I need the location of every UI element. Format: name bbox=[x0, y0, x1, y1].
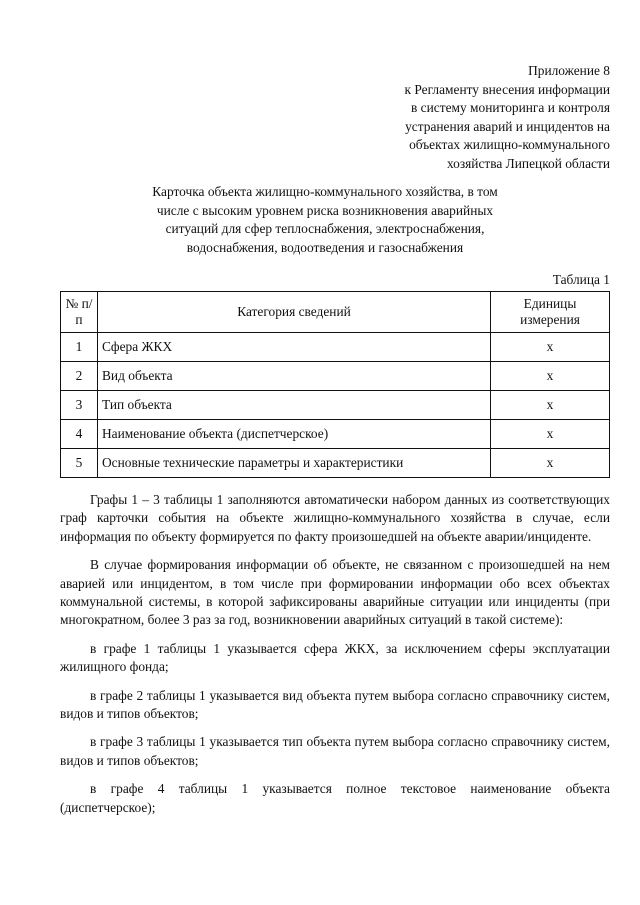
appendix-line: в систему мониторинга и контроля bbox=[411, 100, 610, 116]
paragraph: Графы 1 – 3 таблицы 1 заполняются автоматически набором данных из соответствующих граф карточки события на объекте жилищно-коммунального хозяйства в случае, если информация по объекту формируется по факту произошедшей на объекте аварии/инциденте. bbox=[60, 492, 610, 544]
table-caption: Таблица 1 bbox=[552, 272, 610, 287]
title-line: числе с высоким уровнем риска возникновения аварийных bbox=[156, 202, 494, 218]
paragraph: в графе 2 таблицы 1 указывается вид объекта путем выбора согласно справочнику систем, видов и типов объектов; bbox=[60, 687, 610, 722]
row-num: 3 bbox=[61, 391, 98, 420]
row-units: х bbox=[491, 333, 610, 362]
appendix-line: Приложение 8 bbox=[528, 63, 610, 78]
header-num: № п/п bbox=[61, 292, 98, 333]
body-text bbox=[60, 491, 610, 827]
appendix-line: устранения аварий и инцидентов на bbox=[405, 118, 610, 134]
title-line: Карточка объекта жилищно-коммунального хозяйства, в том bbox=[152, 184, 498, 199]
paragraph: в графе 1 таблицы 1 указывается сфера ЖКХ, за исключением сферы эксплуатации жилищного фонда; bbox=[60, 640, 610, 675]
header-units: Единицы измерения bbox=[491, 292, 610, 333]
appendix-line: объектах жилищно-коммунального bbox=[409, 137, 610, 153]
row-units: х bbox=[491, 391, 610, 420]
paragraph: В случае формирования информации об объекте, не связанном с произошедшей на нем аварией или инцидентом, в том числе при формировании информации обо всех объектах коммунальной системы, в которой зафиксированы аварийные ситуации или инциденты (при многократном, более 3 раз за год, возникновении аварийных ситуаций в такой системе): bbox=[60, 557, 610, 628]
row-category: Тип объекта bbox=[98, 391, 491, 420]
appendix-line: к Регламенту внесения информации bbox=[404, 81, 610, 97]
paragraph: в графе 4 таблицы 1 указывается полное текстовое наименование объекта (диспетчерское); bbox=[60, 781, 610, 815]
appendix-line: хозяйства Липецкой области bbox=[446, 155, 610, 171]
table-header-row bbox=[61, 292, 610, 333]
row-category: Сфера ЖКХ bbox=[98, 333, 491, 362]
row-num: 4 bbox=[61, 420, 98, 449]
row-units: х bbox=[491, 420, 610, 449]
table-row bbox=[61, 420, 610, 449]
table-row bbox=[61, 391, 610, 420]
header-category: Категория сведений bbox=[98, 292, 491, 333]
row-num: 5 bbox=[61, 449, 98, 478]
table-row bbox=[61, 362, 610, 391]
row-num: 1 bbox=[61, 333, 98, 362]
paragraph: в графе 3 таблицы 1 указывается тип объекта путем выбора согласно справочнику систем, видов и типов объектов; bbox=[60, 734, 610, 768]
table-row bbox=[61, 449, 610, 478]
title-line: ситуаций для сфер теплоснабжения, электроснабжения, bbox=[165, 221, 485, 237]
document-title bbox=[60, 183, 590, 257]
row-num: 2 bbox=[61, 362, 98, 391]
info-table bbox=[60, 291, 610, 478]
row-category: Наименование объекта (диспетчерское) bbox=[98, 420, 491, 449]
title-line: водоснабжения, водоотведения и газоснабжения bbox=[186, 239, 464, 255]
appendix-note bbox=[405, 62, 610, 174]
row-category: Основные технические параметры и характеристики bbox=[98, 449, 491, 478]
row-category: Вид объекта bbox=[98, 362, 491, 391]
row-units: х bbox=[491, 449, 610, 478]
table-row bbox=[61, 333, 610, 362]
row-units: х bbox=[491, 362, 610, 391]
